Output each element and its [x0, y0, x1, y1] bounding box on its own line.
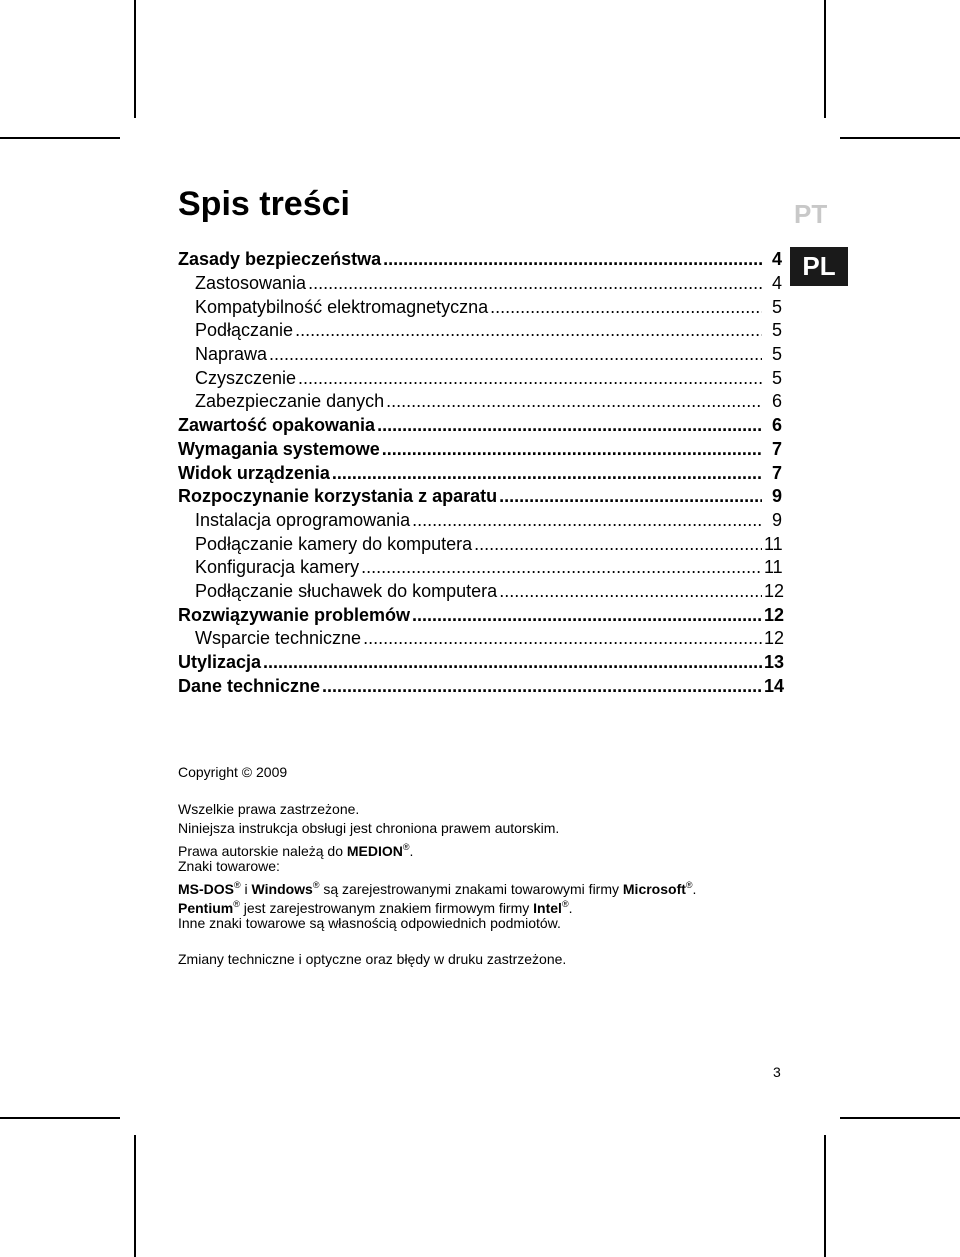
toc-entry-page: 13 — [764, 652, 785, 673]
crop-mark — [134, 1135, 136, 1257]
toc-entry-label: Wsparcie techniczne — [195, 628, 362, 649]
registered-mark: ® — [561, 899, 569, 909]
toc-leader — [499, 486, 762, 507]
crop-mark — [824, 0, 826, 118]
registered-mark: ® — [233, 899, 240, 909]
copyright-line: Copyright © 2009 — [178, 764, 288, 780]
table-of-contents — [0, 248, 960, 698]
brand-intel: Intel — [533, 900, 562, 916]
trademarks-heading: Znaki towarowe: — [178, 858, 280, 874]
page-title: Spis treści — [178, 185, 350, 223]
punctuation: . — [692, 881, 697, 897]
registered-mark: ® — [312, 880, 320, 890]
crop-mark — [0, 1117, 120, 1119]
toc-entry[interactable] — [0, 272, 782, 296]
punctuation: . — [568, 900, 573, 916]
toc-entry-page: 4 — [771, 273, 782, 294]
toc-leader — [361, 557, 762, 578]
toc-entry-label: Konfiguracja kamery — [195, 557, 360, 578]
copyright-owner-prefix: Prawa autorskie należą do — [178, 843, 347, 859]
brand-medion: MEDION — [346, 843, 403, 859]
toc-entry-page: 5 — [771, 296, 782, 317]
toc-entry-label: Widok urządzenia — [178, 462, 330, 483]
toc-leader — [377, 415, 762, 436]
toc-entry-page: 6 — [771, 391, 782, 412]
toc-entry-page: 12 — [764, 580, 785, 601]
toc-entry[interactable] — [0, 580, 785, 604]
toc-leader — [295, 320, 762, 341]
brand-msdos: MS-DOS — [178, 881, 234, 897]
rights-reserved: Wszelkie prawa zastrzeżone. — [178, 801, 360, 817]
page-number: 3 — [773, 1064, 781, 1080]
toc-entry[interactable] — [0, 627, 785, 651]
language-tab-pt: PT — [794, 199, 828, 229]
toc-entry-label: Zabezpieczanie danych — [195, 391, 385, 412]
brand-pentium: Pentium — [178, 900, 234, 916]
other-trademarks: Inne znaki towarowe są własnością odpowiednich podmiotów. — [178, 915, 561, 931]
crop-mark — [134, 0, 136, 118]
toc-entry[interactable] — [0, 651, 785, 675]
toc-leader — [490, 297, 762, 318]
toc-leader — [263, 652, 762, 673]
toc-entry-page: 4 — [771, 249, 782, 270]
toc-entry-label: Podłączanie kamery do komputera — [195, 533, 473, 554]
toc-entry-label: Zasady bezpieczeństwa — [178, 249, 382, 270]
toc-entry[interactable] — [0, 248, 782, 272]
toc-entry-page: 7 — [771, 438, 782, 459]
toc-leader — [322, 676, 762, 697]
toc-entry[interactable] — [0, 390, 782, 414]
toc-entry-page: 14 — [764, 675, 785, 696]
toc-entry-label: Rozwiązywanie problemów — [178, 604, 411, 625]
trademark-text: jest zarejestrowanym znakiem firmowym firmy — [239, 900, 534, 916]
toc-entry[interactable] — [0, 295, 782, 319]
disclaimer: Zmiany techniczne i optyczne oraz błędy w druku zastrzeżone. — [178, 951, 567, 967]
toc-entry-page: 5 — [771, 367, 782, 388]
toc-entry-label: Zawartość opakowania — [178, 415, 376, 436]
toc-entry-page: 9 — [771, 486, 782, 507]
registered-mark: ® — [402, 842, 410, 852]
toc-entry-label: Kompatybilność elektromagnetyczna — [195, 296, 489, 317]
toc-entry[interactable] — [0, 509, 782, 533]
toc-entry-page: 9 — [771, 509, 782, 530]
toc-leader — [269, 344, 762, 365]
toc-entry-page: 5 — [771, 344, 782, 365]
toc-leader — [382, 439, 762, 460]
registered-mark: ® — [685, 880, 693, 890]
crop-mark — [0, 137, 120, 139]
crop-mark — [840, 137, 960, 139]
crop-mark — [840, 1117, 960, 1119]
toc-entry-page: 12 — [764, 604, 785, 625]
language-tab-pl: PL — [790, 247, 848, 286]
toc-entry[interactable] — [0, 366, 782, 390]
copyright-protection: Niniejsza instrukcja obsługi jest chroniona prawem autorskim. — [178, 820, 560, 836]
toc-entry[interactable] — [0, 438, 782, 462]
toc-entry[interactable] — [0, 556, 782, 580]
toc-leader — [499, 581, 762, 602]
toc-entry[interactable] — [0, 485, 782, 509]
toc-entry-label: Czyszczenie — [195, 367, 297, 388]
toc-leader — [386, 391, 762, 412]
toc-entry[interactable] — [0, 343, 782, 367]
toc-entry-page: 11 — [764, 533, 783, 554]
toc-entry[interactable] — [0, 319, 782, 343]
toc-entry-page: 11 — [764, 557, 783, 578]
toc-entry-label: Instalacja oprogramowania — [195, 509, 411, 530]
toc-entry[interactable] — [0, 532, 782, 556]
toc-entry-label: Naprawa — [195, 344, 268, 365]
brand-microsoft: Microsoft — [622, 881, 686, 897]
toc-entry-label: Podłączanie — [195, 320, 294, 341]
toc-leader — [308, 273, 762, 294]
toc-entry-label: Zastosowania — [195, 273, 307, 294]
toc-entry[interactable] — [0, 414, 782, 438]
toc-entry-label: Podłączanie słuchawek do komputera — [195, 580, 498, 601]
conjunction: i — [240, 881, 252, 897]
toc-entry-page: 5 — [771, 320, 782, 341]
toc-leader — [363, 628, 762, 649]
crop-mark — [824, 1135, 826, 1257]
toc-entry-label: Utylizacja — [178, 652, 262, 673]
trademark-text: są zarejestrowanymi znakami towarowymi firmy — [319, 881, 623, 897]
toc-entry-page: 7 — [771, 462, 782, 483]
toc-entry[interactable] — [0, 674, 785, 698]
toc-leader — [412, 510, 762, 531]
toc-entry-label: Dane techniczne — [178, 675, 321, 696]
toc-entry[interactable] — [0, 603, 785, 627]
toc-leader — [412, 605, 762, 626]
toc-entry-label: Rozpoczynanie korzystania z aparatu — [178, 486, 498, 507]
toc-entry-label: Wymagania systemowe — [178, 438, 380, 459]
toc-leader — [332, 463, 762, 484]
toc-leader — [298, 368, 762, 389]
toc-leader — [383, 249, 762, 270]
punctuation: . — [409, 843, 414, 859]
toc-leader — [474, 534, 762, 555]
registered-mark: ® — [234, 880, 241, 890]
toc-entry[interactable] — [0, 461, 782, 485]
toc-entry-page: 12 — [764, 628, 785, 649]
brand-windows: Windows — [251, 881, 313, 897]
toc-entry-page: 6 — [771, 415, 782, 436]
